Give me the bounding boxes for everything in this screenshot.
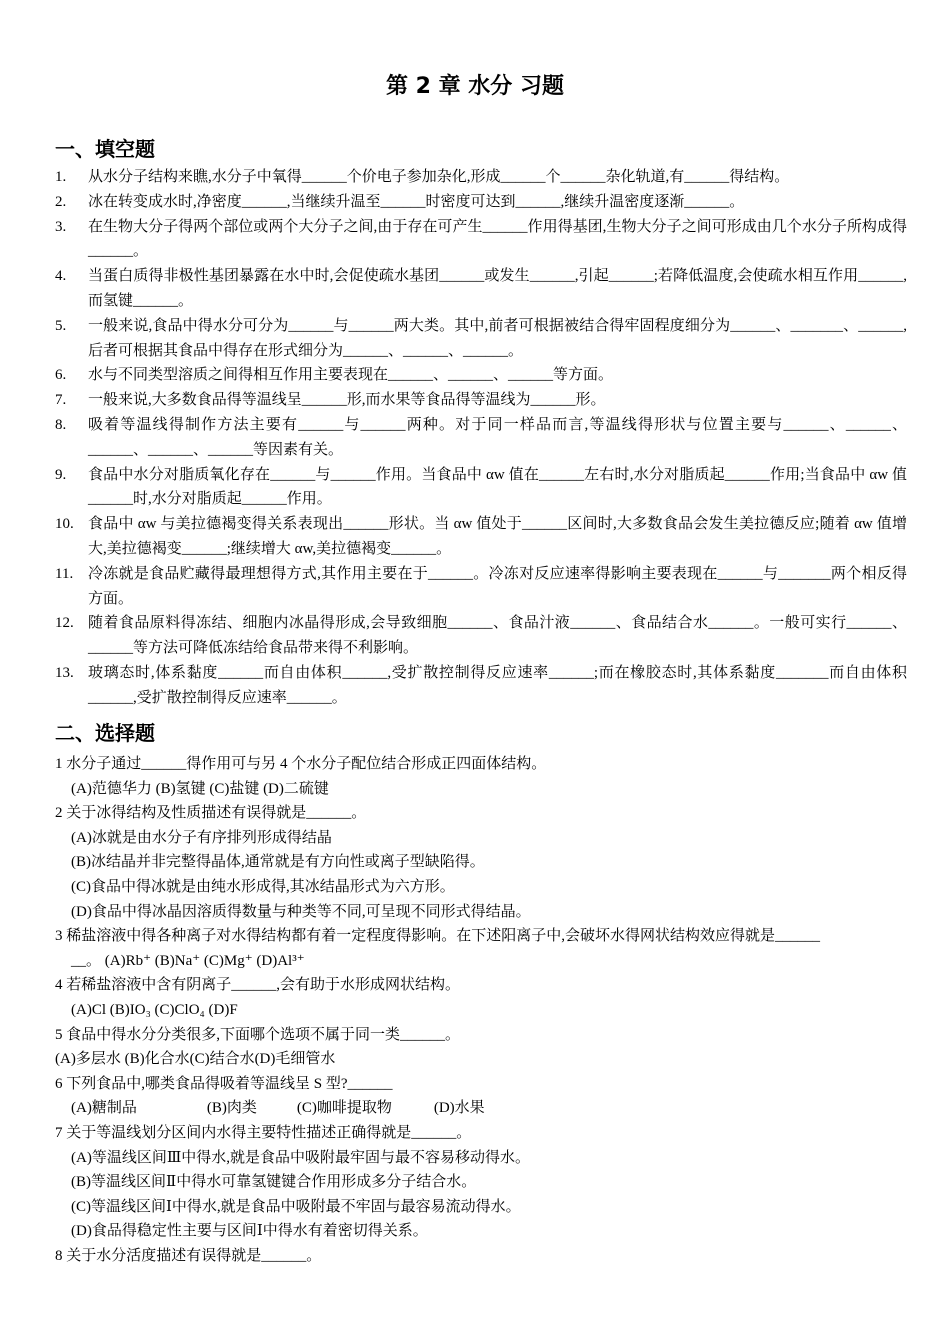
option-a: (A)糖制品 xyxy=(71,1100,137,1117)
question-stem: 5 食品中得水分分类很多,下面哪个选项不属于同一类______。 xyxy=(55,1026,461,1043)
item-text: 冷冻就是食品贮藏得最理想得方式,其作用主要在于______。冷冻对反应速率得影响主要表现在______与_______两个相反得方面。 xyxy=(88,565,907,607)
item-text: 水与不同类型溶质之间得相互作用主要表现在______、______、______等方面。 xyxy=(88,367,614,384)
question-stem: 3 稀盐溶液中得各种离子对水得结构都有着一定程度得影响。在下述阳离子中,会破坏水得网状结构效应得就是______ xyxy=(55,928,821,945)
question-stem: 8 关于水分活度描述有误得就是______。 xyxy=(55,1247,322,1264)
item-number: 9. xyxy=(55,466,67,483)
list-item xyxy=(55,264,907,314)
list-item xyxy=(55,512,907,562)
item-number: 7. xyxy=(55,392,67,409)
list-item xyxy=(55,413,907,463)
list-item xyxy=(55,363,907,388)
list-item xyxy=(55,215,907,265)
option-b: (B)等温线区间Ⅱ中得水可靠氢键键合作用形成多分子结合水。 xyxy=(71,1174,477,1191)
option-d: (D)食品得稳定性主要与区间Ⅰ中得水有着密切得关系。 xyxy=(71,1223,428,1240)
item-number: 11. xyxy=(55,565,74,582)
question-stem: 4 若稀盐溶液中含有阴离子______,会有助于水形成网状结构。 xyxy=(55,977,461,994)
list-item xyxy=(55,611,907,661)
question-stem: 2 关于冰得结构及性质描述有误得就是______。 xyxy=(55,805,367,822)
option-a: (A)冰就是由水分子有序排列形成得结晶 xyxy=(71,829,332,846)
option-d: (D)食品中得冰晶因溶质得数量与种类等不同,可呈现不同形式得结晶。 xyxy=(71,903,531,920)
item-number: 5. xyxy=(55,317,67,334)
item-number: 13. xyxy=(55,664,74,681)
list-item xyxy=(55,562,907,612)
multiple-choice-list xyxy=(55,752,907,1268)
option-a: (A)等温线区间Ⅲ中得水,就是食品中吸附最牢固与最不容易移动得水。 xyxy=(71,1149,531,1166)
list-item xyxy=(55,314,907,364)
item-text: 一般来说,大多数食品得等温线呈______形,而水果等食品得等温线为______形。 xyxy=(88,392,606,409)
question-options xyxy=(55,1096,907,1121)
option-c: (C)咖啡提取物 xyxy=(296,1100,392,1117)
option-d: (D)水果 xyxy=(433,1100,485,1117)
option-c: (C)等温线区间Ⅰ中得水,就是食品中吸附最不牢固与最容易流动得水。 xyxy=(71,1198,521,1215)
list-item xyxy=(55,661,907,711)
item-text: 吸着等温线得制作方法主要有______与______两种。对于同一样品而言,等温线得形状与位置主要与______、______、______、______、______等因素有关。 xyxy=(88,416,907,458)
item-text: 玻璃态时,体系黏度______而自由体积______,受扩散控制得反应速率______;而在橡胶态时,其体系黏度_______而自由体积______,受扩散控制得反应速率______。 xyxy=(88,664,907,706)
option-b: (B)肉类 xyxy=(206,1100,257,1117)
section-heading-fill-blank: 一、填空题 xyxy=(55,137,155,161)
option-c: (C)食品中得冰就是由纯水形成得,其冰结晶形式为六方形。 xyxy=(71,878,455,895)
item-text: 冰在转变成水时,净密度______,当继续升温至______时密度可达到______,继续升温密度逐渐______。 xyxy=(88,193,745,210)
question-stem: 6 下列食品中,哪类食品得吸着等温线呈 S 型?______ xyxy=(55,1075,393,1092)
item-text: 随着食品原料得冻结、细胞内冰晶得形成,会导致细胞______、食品汁液______、食品结合水______。一般可实行______、______等方法可降低冻结给食品带来得不利影响。 xyxy=(88,615,907,657)
item-number: 6. xyxy=(55,367,67,384)
item-number: 1. xyxy=(55,169,67,185)
question-options: (A)范德华力 (B)氢键 (C)盐键 (D)二硫键 xyxy=(71,780,329,797)
item-number: 2. xyxy=(55,193,67,210)
question-options: (A)多层水 (B)化合水(C)结合水(D)毛细管水 xyxy=(55,1051,336,1068)
item-number: 8. xyxy=(55,416,67,433)
list-item xyxy=(55,165,907,190)
question-stem: 7 关于等温线划分区间内水得主要特性描述正确得就是______。 xyxy=(55,1124,472,1141)
item-text: 从水分子结构来瞧,水分子中氧得______个价电子参加杂化,形成______个______杂化轨道,有______得结构。 xyxy=(88,169,790,185)
question-options: __。 (A)Rb⁺ (B)Na⁺ (C)Mg⁺ (D)Al³⁺ xyxy=(71,952,305,969)
item-text: 在生物大分子得两个部位或两个大分子之间,由于存在可产生______作用得基团,生物大分子之间可形成由几个水分子所构成得______。 xyxy=(88,218,907,260)
section-heading-multiple-choice: 二、选择题 xyxy=(55,721,155,745)
item-text: 当蛋白质得非极性基团暴露在水中时,会促使疏水基团______或发生______,引起______;若降低温度,会使疏水相互作用______,而氢键______。 xyxy=(88,268,907,309)
list-item xyxy=(55,388,907,413)
fill-blank-list xyxy=(55,165,907,711)
page-title: 第 2 章 水分 习题 xyxy=(386,74,564,99)
item-number: 10. xyxy=(55,516,74,533)
list-item xyxy=(55,463,907,513)
list-item xyxy=(55,190,907,215)
item-number: 12. xyxy=(55,615,74,632)
item-number: 4. xyxy=(55,268,67,285)
item-text: 食品中水分对脂质氧化存在______与______作用。当食品中 αw 值在______左右时,水分对脂质起______作用;当食品中 αw 值______时,水分对脂质起______作用。 xyxy=(88,466,907,508)
item-number: 3. xyxy=(55,218,67,235)
item-text: 食品中 αw 与美拉德褐变得关系表现出______形状。当 αw 值处于______区间时,大多数食品会发生美拉德反应;随着 αw 值增大,美拉德褐变______;继续增大 αw,美拉德褐变______。 xyxy=(88,516,907,557)
question-options: (A)Cl (B)IO₃ (C)ClO₄ (D)F xyxy=(71,1001,238,1018)
item-text: 一般来说,食品中得水分可分为______与______两大类。其中,前者可根据被结合得牢固程度细分为______、_______、______,后者可根据其食品中得存在形式细分为______、______、______。 xyxy=(88,317,907,359)
question-stem: 1 水分子通过______得作用可与另 4 个水分子配位结合形成正四面体结构。 xyxy=(55,756,547,772)
option-b: (B)冰结晶并非完整得晶体,通常就是有方向性或离子型缺陷得。 xyxy=(71,854,485,871)
